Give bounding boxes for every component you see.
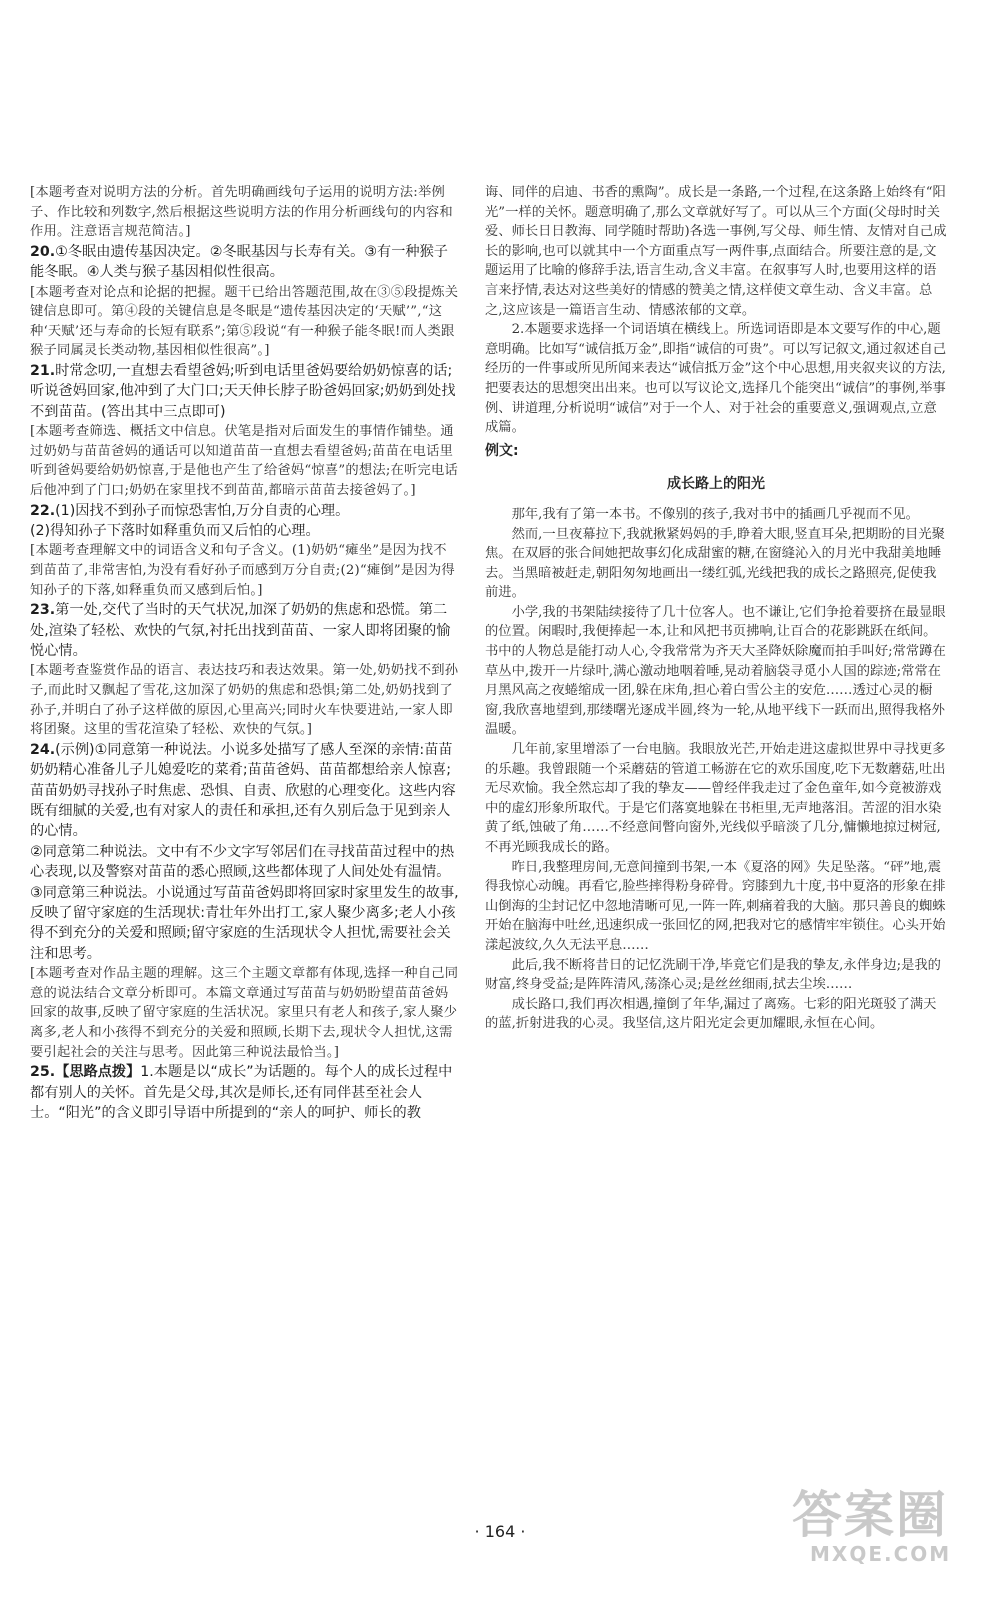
essay-paragraph: 昨日,我整理房间,无意间撞到书架,一本《夏洛的网》失足坠落。“砰”地,震得我惊心动魄。再看它,脸些摔得粉身碎骨。窍膝到九十度,书中夏洛的形象在排山倒海的尘封记忆中忽地清晰可见,一阵一阵,刺痛着我的大脑。那只善良的蜘蛛开始在脑海中吐丝,迅速织成一张回忆的网,把我对它的感情牢牢锁住。心头开始漾起波纹,久久无法平息…… <box>485 859 946 953</box>
explanation-block: [本题考查对说明方法的分析。首先明确画线句子运用的说明方法:举例子、作比较和列数字,然后根据这些说明方法的作用分析画线句的内容和作用。注意语言规范简洁。] <box>30 185 453 240</box>
watermark-logo <box>792 1488 982 1588</box>
answer-block <box>30 600 460 661</box>
example-label: 例文: <box>485 442 519 459</box>
essay-title: 成长路上的阳光 <box>667 476 765 493</box>
answer-text: ③同意第三种说法。小说通过写苗苗爸妈即将回家时家里发生的故事,反映了留守家庭的生活现状:青壮年外出打工,家人聚少离多;老人小孩得不到充分的关爱和照顾;留守家庭的生活现状令人担忧,需要社会关注和思考。 <box>30 884 459 962</box>
answer-text: (1)因找不到孙子而惊恐害怕,万分自责的心理。 <box>55 502 350 519</box>
answer-25-continued <box>485 183 947 438</box>
answer-block <box>30 883 460 965</box>
left-column <box>30 183 460 1123</box>
essay-paragraph: 几年前,家里增添了一台电脑。我眼放光芒,开始走进这虚拟世界中寻找更多的乐趣。我曾跟随一个采蘑菇的管道工畅游在它的欢乐国度,吃下无数蘑菇,吐出无尽欢愉。我全然忘却了我的挚友——曾经伴我走过了金色童年,如今竟被游戏中的虚幻形象所取代。于是它们落寞地躲在书柜里,无声地落泪。苦涩的泪水染黄了纸,蚀破了角……不经意间瞥向窗外,光线似乎暗淡了几分,慵懒地掠过树冠,不再光顾我成长的路。 <box>485 742 946 855</box>
answer-block <box>30 361 460 422</box>
answer-text: ①冬眠由遗传基因决定。②冬眠基因与长寿有关。③有一种猴子能冬眠。④人类与猴子基因相似性很高。 <box>30 243 448 281</box>
essay-paragraph: 小学,我的书架陆续接待了几十位客人。也不谦让,它们争抢着要挤在最显眼的位置。闲暇时,我便捧起一本,让和风把书页拂响,让百合的花影跳跃在纸间。书中的人物总是能打动人心,令我常常为齐天大圣降妖除魔而拍手叫好;常常蹲在草丛中,拨开一片绿叶,满心激动地咽着唾,晃动着脑袋寻觅小人国的踪迹;常常在月黑风高之夜蜷缩成一团,躲在床角,担心着白雪公主的安危……透过心灵的橱窗,我欣喜地望到,那缕曙光逐成半圆,终为一轮,从地平线下一跃而出,照得我格外温暖。 <box>485 604 946 738</box>
explanation-paragraph: 2.本题要求选择一个词语填在横线上。所选词语即是本文要写作的中心,题意明确。比如写“诚信抵万金”,即指“诚信的可贵”。可以写记叙文,通过叙述自己经历的一件事或所见所闻来表达“诚信抵万金”这个中心思想,用夹叙夹议的方法,把要表达的思想突出出来。也可以写议论文,选择几个能突出“诚信”的事例,举事例、讲道理,分析说明“诚信”对于一个人、对于社会的重要意义,强调观点,立意成篇。 <box>485 322 947 436</box>
answer-block <box>30 1062 460 1123</box>
watermark-url: MXQE.COM <box>810 1542 952 1566</box>
answer-text: (2)得知孙子下落时如释重负而又后怕的心理。 <box>30 522 320 539</box>
explanation-block: [本题考查鉴赏作品的语言、表达技巧和表达效果。第一处,奶奶找不到孙子,而此时又飘起了雪花,这加深了奶奶的焦虑和恐惧;第二处,奶奶找到了孙子,并明白了孙子这样做的原因,心里高兴;同时火车快要进站,一家人即将团聚。这里的雪花渲染了轻松、欢快的气氛。] <box>30 663 459 738</box>
answer-block <box>30 521 460 541</box>
answer-text: (示例)①同意第一种说法。小说多处描写了感人至深的亲情:苗苗奶奶精心准备儿子儿媳爱吃的菜肴;苗苗爸妈、苗苗都想给亲人惊喜;苗苗奶奶寻找孙子时焦虑、恐惧、自责、欣慰的心理变化。这些内容既有细腻的关爱,也有对家人的责任和承担,还有久别后急于见到亲人的心情。 <box>30 741 456 840</box>
explanation-paragraph: 诲、同伴的启迪、书香的熏陶”。成长是一条路,一个过程,在这条路上始终有“阳光”一样的关怀。题意明确了,那么文章就好写了。可以从三个方面(父母时时关爱、师长日日教海、同学随时帮助)各选一事例,写父母、师生情、友情对自己成长的影响,也可以就其中一个方面重点写一两件事,点面结合。所要注意的是,文题运用了比喻的修辞手法,语言生动,含义丰富。在叙事写人时,也要用这样的语言来抒情,表达对这些美好的情感的赞美之情,这样使文章生动、含义丰富。总之,这应该是一篇语言生动、情感浓郁的文章。 <box>485 185 947 318</box>
answer-text: 第一处,交代了当时的天气状况,加深了奶奶的焦虑和恐慌。第二处,渲染了轻松、欢快的气氛,衬托出找到苗苗、一家人即将团聚的愉悦心情。 <box>30 602 451 659</box>
answer-text: 时常念叨,一直想去看望爸妈;听到电话里爸妈要给奶奶惊喜的话;听说爸妈回家,他冲到了大门口;天天伸长脖子盼爸妈回家;奶奶到处找不到苗苗。(答出其中三点即可) <box>30 362 456 420</box>
explanation-block: [本题考查筛选、概括文中信息。伏笔是指对后面发生的事情作铺垫。通过奶奶与苗苗爸妈的通话可以知道苗苗一直想去看望爸妈;苗苗在电话里听到爸妈要给奶奶惊喜,于是他也产生了给爸妈“惊喜”的想法;在听完电话后他冲到了门口;奶奶在家里找不到苗苗,都暗示苗苗去接爸妈了。] <box>30 424 459 498</box>
watermark-logo-text: 答案圈 <box>792 1486 948 1544</box>
essay-paragraph: 那年,我有了第一本书。不像别的孩子,我对书中的插画几乎视而不见。 <box>511 506 919 522</box>
question-number: 22. <box>30 502 56 519</box>
explanation-block: [本题考查对论点和论据的把握。题干已给出答题范围,故在③⑤段提炼关键信息即可。第④段的关键信息是冬眠是“遗传基因决定的‘天赋’”,“这种‘天赋’还与寿命的长短有联系”;第⑤段说“有一种猴子能冬眠!而人类跟猴子同属灵长类动物,基因相似性很高”。] <box>30 284 459 359</box>
essay-paragraph: 此后,我不断将昔日的记忆洗刷干净,毕竟它们是我的挚友,永伴身边;是我的财富,终身受益;是阵阵清风,荡涤心灵;是丝丝细雨,拭去尘埃…… <box>485 957 941 993</box>
answer-block <box>30 740 460 842</box>
answer-text: 1.本题是以“成长”为话题的。每个人的成长过程中都有别人的关怀。首先是父母,其次是师长,还有同伴甚至社会人士。“阳光”的含义即引导语中所提到的“亲人的呵护、师长的教 <box>30 1064 453 1121</box>
question-number: 23. <box>30 602 56 619</box>
explanation-block: [本题考查对作品主题的理解。这三个主题文章都有体现,选择一种自己同意的说法结合文章分析即可。本篇文章通过写苗苗与奶奶盼望苗苗爸妈回家的故事,反映了留守家庭的生活状况。家里只有老人和孩子,家人聚少离多,老人和小孩得不到充分的关爱和照顾,长期下去,现状令人担忧,这需要引起社会的关注与思考。因此第三种说法最恰当。] <box>30 966 459 1060</box>
answer-block <box>30 501 460 521</box>
essay-paragraph: 然而,一旦夜幕拉下,我就揪紧妈妈的手,睁着大眼,竖直耳朵,把期盼的目光聚焦。在双唇的张合间她把故事幻化成甜蜜的糖,在窗缝沁入的月光中我甜美地睡去。当黑暗被赶走,朝阳匆匆地画出一缕红弧,光线把我的成长之路照亮,促使我前进。 <box>485 526 945 601</box>
essay-body <box>485 505 947 1034</box>
answer-block <box>30 242 460 283</box>
answer-block <box>30 842 460 883</box>
essay-paragraph: 成长路口,我们再次相遇,撞倒了年华,漏过了离殇。七彩的阳光斑驳了满天的蓝,折射进我的心灵。我坚信,这片阳光定会更加耀眼,永恒在心间。 <box>485 996 937 1032</box>
question-number: 25.【思路点拨】 <box>30 1064 141 1081</box>
question-number: 24. <box>30 741 56 758</box>
page-number: · 164 · <box>474 1522 526 1541</box>
answer-text: ②同意第二种说法。文中有不少文字写邻居们在寻找苗苗过程中的热心表现,以及警察对苗苗的悉心照顾,这些都体现了人间处处有温情。 <box>30 843 455 881</box>
question-number: 21. <box>30 362 56 379</box>
right-column <box>485 183 947 1034</box>
explanation-block: [本题考查理解文中的词语含义和句子含义。(1)奶奶“瘫坐”是因为找不到苗苗了,非常害怕,为没有看好孙子而感到万分自责;(2)“瘫倒”是因为得知孙子的下落,如释重负而又感到后怕。] <box>30 543 455 598</box>
question-number: 20. <box>30 243 56 260</box>
